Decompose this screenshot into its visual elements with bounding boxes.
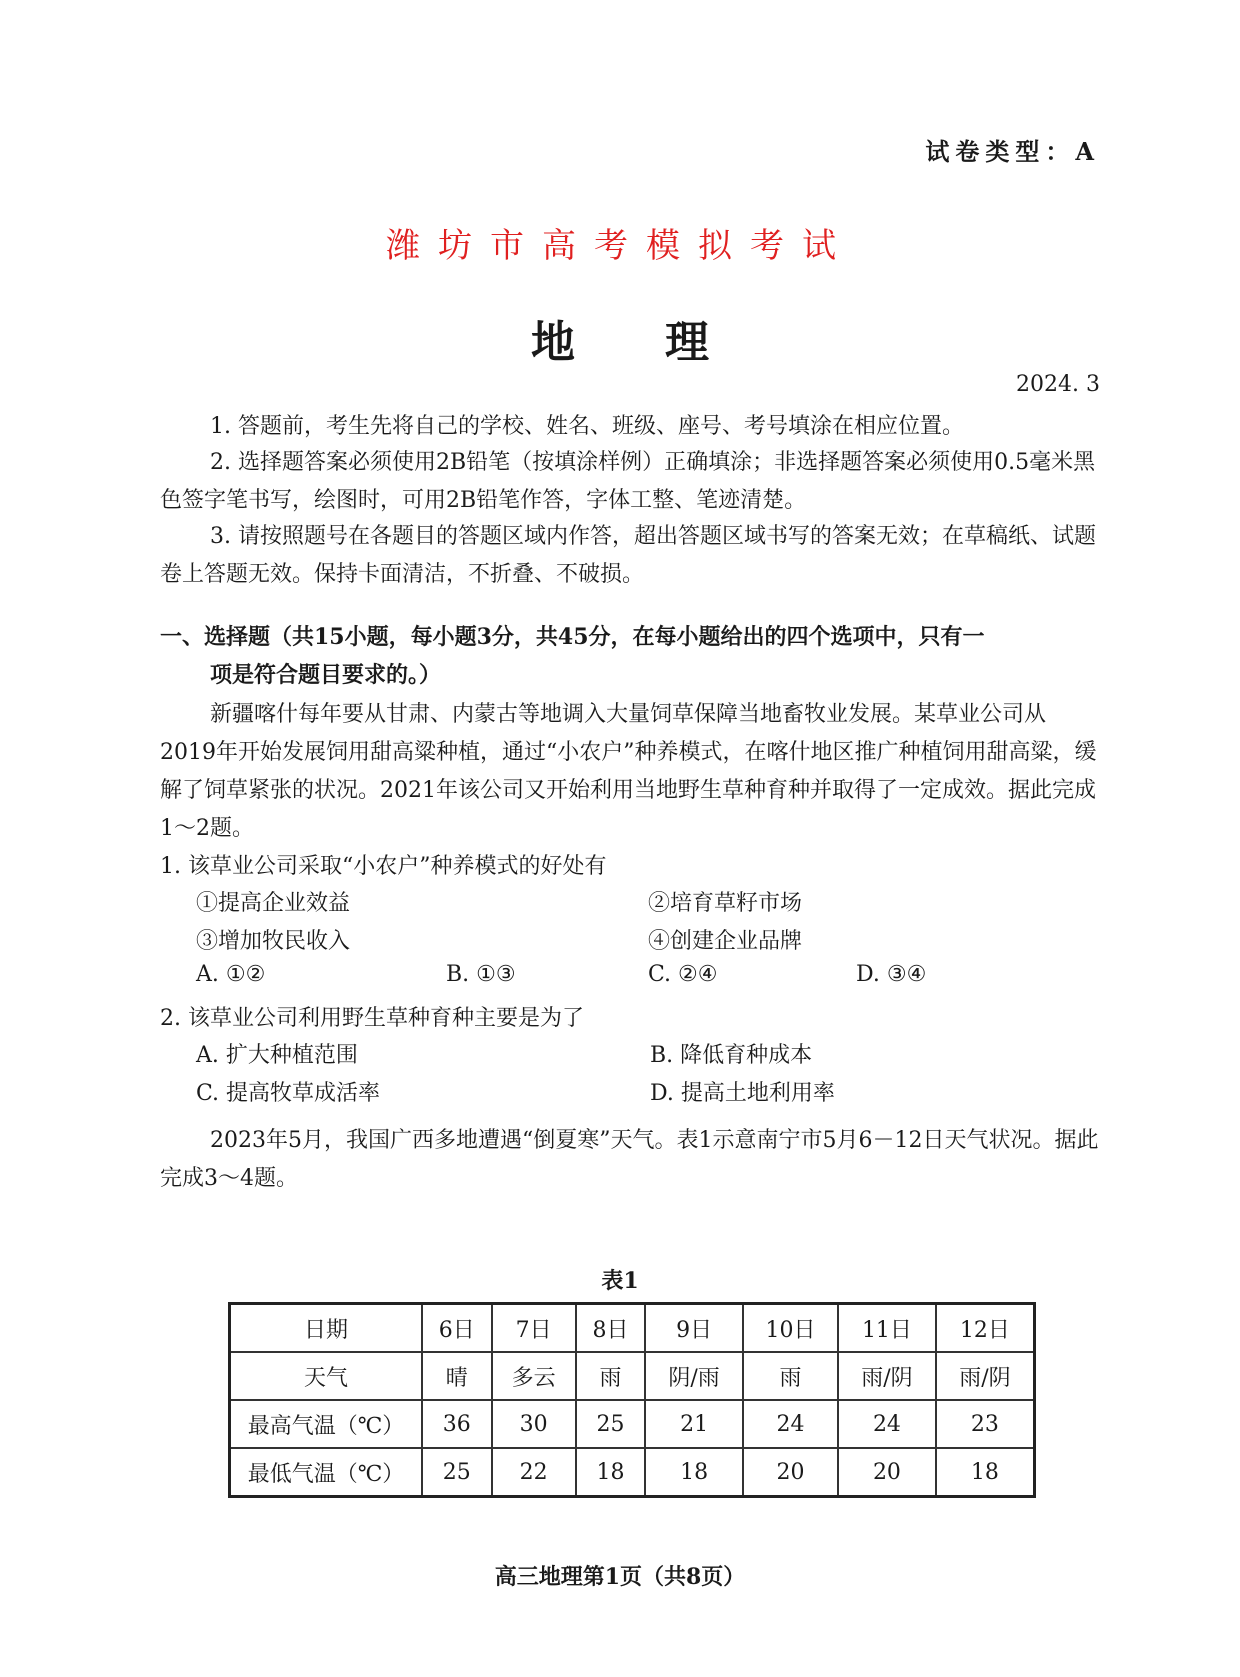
table-cell: 7日: [492, 1304, 576, 1353]
instruction-2: 2. 选择题答案必须使用2B铅笔（按填涂样例）正确填涂；非选择题答案必须使用0.5毫米黑色签字笔书写，绘图时，可用2B铅笔作答，字体工整、笔迹清楚。: [160, 450, 1096, 513]
q1-item-1: ①提高企业效益: [196, 891, 351, 916]
passage-2: 2023年5月，我国广西多地遭遇“倒夏寒”天气。表1示意南宁市5月6－12日天气状况。据此完成3～4题。: [160, 1128, 1099, 1191]
instruction-3: 3. 请按照题号在各题目的答题区域内作答，超出答题区域书写的答案无效；在草稿纸、试题卷上答题无效。保持卡面清洁，不折叠、不破损。: [160, 524, 1096, 587]
question-1-stem: 1. 该草业公司采取“小农户”种养模式的好处有: [160, 854, 607, 879]
table-cell: 雨: [743, 1352, 838, 1400]
table-cell: 18: [936, 1448, 1035, 1497]
q1-item-4: ④创建企业品牌: [648, 929, 803, 954]
q2-option-d: D. 提高土地利用率: [650, 1081, 835, 1106]
table-cell: 多云: [492, 1352, 576, 1400]
table-cell: 9日: [645, 1304, 743, 1353]
question-2-stem: 2. 该草业公司利用野生草种育种主要是为了: [160, 1006, 584, 1031]
table-cell: 22: [492, 1448, 576, 1497]
table-cell: 36: [422, 1400, 492, 1448]
paper-type-label: 试卷类型：A: [925, 137, 1100, 166]
q2-option-b: B. 降低育种成本: [650, 1043, 813, 1068]
q1-option-b: B. ①③: [446, 962, 516, 987]
section-heading: [160, 618, 1100, 694]
table-cell: 21: [645, 1400, 743, 1448]
table-cell: 12日: [936, 1304, 1035, 1353]
table-row: [230, 1448, 1035, 1497]
table-cell: 阴/雨: [645, 1352, 743, 1400]
table-cell: 20: [838, 1448, 936, 1497]
table-cell: 日期: [230, 1304, 423, 1353]
table-cell: 最低气温（℃）: [230, 1448, 423, 1497]
q1-item-2: ②培育草籽市场: [648, 891, 803, 916]
table-cell: 18: [576, 1448, 646, 1497]
table-cell: 23: [936, 1400, 1035, 1448]
passage-1: 新疆喀什每年要从甘肃、内蒙古等地调入大量饲草保障当地畜牧业发展。某草业公司从2019年开始发展饲用甜高粱种植，通过“小农户”种养模式，在喀什地区推广种植饲用甜高粱，缓解了饲草紧张的状况。2021年该公司又开始利用当地野生草种育种并取得了一定成效。据此完成1～2题。: [160, 702, 1097, 841]
table-row: [230, 1304, 1035, 1353]
instruction-1: 1. 答题前，考生先将自己的学校、姓名、班级、座号、考号填涂在相应位置。: [210, 414, 964, 439]
table-cell: 24: [743, 1400, 838, 1448]
exam-title: 潍坊市高考模拟考试: [386, 226, 854, 266]
q1-option-d: D. ③④: [856, 962, 927, 987]
section-heading-line1: 一、选择题（共15小题，每小题3分，共45分，在每小题给出的四个选项中，只有一: [160, 624, 985, 650]
table-cell: 25: [422, 1448, 492, 1497]
table-row: [230, 1352, 1035, 1400]
table-cell: 8日: [576, 1304, 646, 1353]
table-cell: 11日: [838, 1304, 936, 1353]
q2-option-a: A. 扩大种植范围: [196, 1043, 358, 1068]
weather-table: [228, 1302, 1036, 1498]
table-cell: 20: [743, 1448, 838, 1497]
section-heading-line2: 项是符合题目要求的。）: [210, 662, 442, 688]
q1-item-3: ③增加牧民收入: [196, 929, 351, 954]
exam-date: 2024. 3: [1016, 372, 1100, 397]
table-cell: 6日: [422, 1304, 492, 1353]
table-cell: 25: [576, 1400, 646, 1448]
table-cell: 雨/阴: [838, 1352, 936, 1400]
subject-title: 地理: [531, 317, 799, 368]
q1-option-c: C. ②④: [648, 962, 718, 987]
page-footer: 高三地理第1页（共8页）: [494, 1564, 746, 1590]
table-cell: 雨/阴: [936, 1352, 1035, 1400]
q1-option-a: A. ①②: [196, 962, 266, 987]
table-cell: 最高气温（℃）: [230, 1400, 423, 1448]
table-cell: 30: [492, 1400, 576, 1448]
table-cell: 10日: [743, 1304, 838, 1353]
table-cell: 24: [838, 1400, 936, 1448]
table-cell: 晴: [422, 1352, 492, 1400]
q2-option-c: C. 提高牧草成活率: [196, 1081, 381, 1106]
table-cell: 天气: [230, 1352, 423, 1400]
table-cell: 18: [645, 1448, 743, 1497]
table-row: [230, 1400, 1035, 1448]
table-cell: 雨: [576, 1352, 646, 1400]
table-caption: 表1: [601, 1268, 639, 1294]
